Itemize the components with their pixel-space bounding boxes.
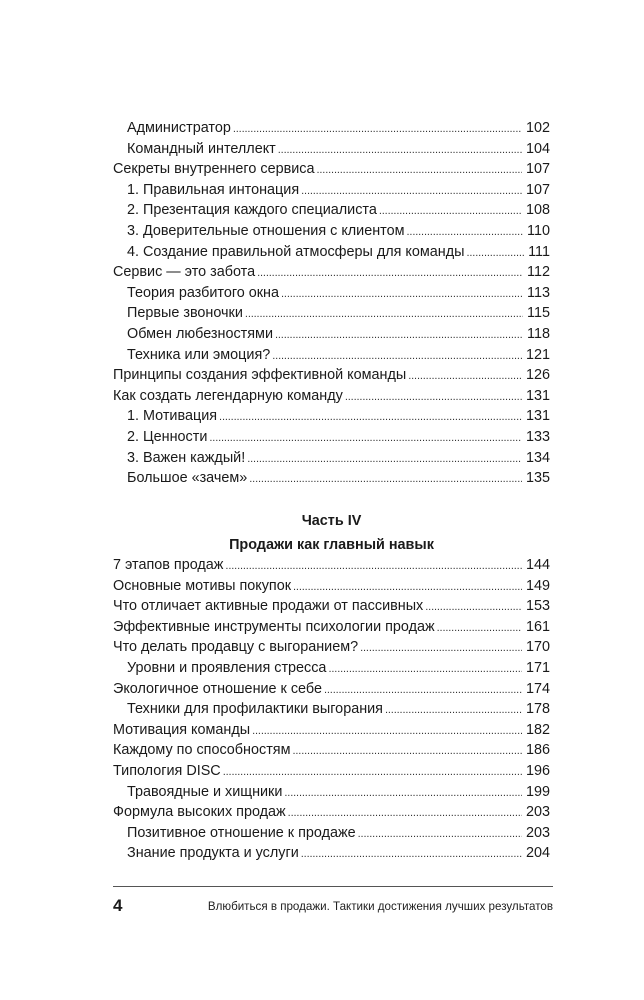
toc-entry-title: 2. Ценности — [127, 429, 208, 445]
toc-entry-page: 203 — [525, 824, 550, 841]
toc-entry-page: 133 — [525, 429, 550, 445]
toc-entry-page: 174 — [525, 680, 550, 697]
toc-entry — [113, 180, 550, 200]
toc-entry-title: Уровни и проявления стресса — [127, 660, 327, 676]
toc-entry — [113, 658, 550, 678]
toc-entry — [113, 283, 550, 303]
toc-entry-page: 121 — [525, 346, 550, 363]
toc-entry-page: 199 — [525, 783, 550, 800]
toc-leader-dots — [278, 140, 522, 160]
toc-entry — [113, 448, 550, 468]
toc-entry — [113, 637, 550, 657]
toc-entry-page: 134 — [525, 449, 550, 466]
toc-entry-page: 102 — [525, 120, 550, 136]
toc-leader-dots — [358, 824, 522, 844]
toc-entry-page: 113 — [527, 284, 550, 301]
footer-rule — [113, 886, 553, 887]
toc-leader-dots — [385, 700, 522, 720]
toc-entry-title: 1. Правильная интонация — [127, 181, 300, 198]
toc-entry-title: 3. Важен каждый! — [127, 449, 246, 466]
toc-leader-dots — [223, 762, 522, 782]
toc-entry-title: 4. Создание правильной атмосферы для команды — [127, 243, 465, 260]
toc-entry-page: 112 — [527, 264, 550, 281]
toc-entry — [113, 596, 550, 616]
toc-entry-title: Сервис — это забота — [113, 264, 256, 281]
toc-entry-title: Мотивация команды — [113, 721, 251, 738]
toc-entry — [113, 720, 550, 740]
part-title: Продажи как главный навык — [229, 537, 434, 553]
toc-leader-dots — [301, 181, 522, 201]
toc-leader-dots — [379, 201, 522, 221]
toc-leader-dots — [281, 284, 523, 304]
toc-entry-page: 144 — [525, 557, 550, 573]
part-label: Часть IV — [301, 513, 362, 529]
toc-leader-dots — [360, 638, 522, 658]
toc-entry-title: Теория разбитого окна — [127, 284, 280, 301]
toc-entry-title: Техника или эмоция? — [127, 346, 271, 363]
toc-leader-dots — [219, 407, 522, 427]
toc-leader-dots — [257, 263, 523, 283]
toc-entry — [113, 679, 550, 699]
toc-entry — [113, 802, 550, 822]
toc-entry — [113, 740, 550, 760]
toc-leader-dots — [288, 803, 522, 823]
toc-entry — [113, 386, 550, 406]
toc-leader-dots — [293, 577, 522, 597]
toc-entry-page: 104 — [525, 140, 550, 157]
toc-leader-dots — [324, 680, 522, 700]
toc-entry — [113, 617, 550, 637]
toc-entry-page: 186 — [525, 742, 550, 759]
toc-entry — [113, 303, 550, 323]
toc-entry — [113, 761, 550, 781]
toc-entry — [113, 262, 550, 282]
toc-entry-page: 118 — [527, 326, 550, 342]
toc-entry-title: 3. Доверительные отношения с клиентом — [127, 223, 405, 239]
toc-entry-page: 204 — [525, 845, 550, 862]
toc-entry — [113, 365, 550, 385]
toc-entry-page: 115 — [527, 305, 550, 322]
toc-entry-page: 182 — [525, 721, 550, 738]
toc-leader-dots — [466, 243, 524, 263]
toc-leader-dots — [209, 428, 522, 448]
toc-entry-title: Знание продукта и услуги — [127, 845, 299, 862]
toc-leader-dots — [284, 783, 522, 803]
toc-entry-title: Что отличает активные продажи от пассивных — [113, 598, 424, 615]
toc-entry-title: Первые звоночки — [127, 305, 243, 322]
toc-leader-dots — [272, 346, 522, 366]
toc-entry-title: Травоядные и хищники — [127, 783, 283, 800]
toc-entry-page: 135 — [525, 470, 550, 487]
toc-leader-dots — [252, 721, 522, 741]
toc-leader-dots — [249, 469, 522, 489]
toc-leader-dots — [247, 449, 522, 469]
toc-entry-page: 107 — [525, 181, 550, 198]
toc-entry-title: Принципы создания эффективной команды — [113, 367, 407, 384]
toc-leader-dots — [328, 659, 522, 679]
toc-entry-title: Как создать легендарную команду — [113, 387, 343, 404]
toc-entry-title: Что делать продавцу с выгоранием? — [113, 639, 359, 656]
toc-entry-page: 126 — [525, 367, 550, 384]
toc-entry-page: 107 — [525, 161, 550, 178]
page-number: 4 — [113, 896, 123, 915]
toc-entry-title: Типология DISC — [113, 763, 221, 779]
toc-entry-title: Формула высоких продаж — [113, 804, 286, 821]
toc-entry — [113, 159, 550, 179]
toc-entry-page: 196 — [525, 763, 550, 779]
toc-entry-page: 153 — [525, 598, 550, 615]
toc-entry-title: 1. Мотивация — [127, 408, 218, 425]
toc-entry-title: Позитивное отношение к продаже — [127, 824, 356, 841]
toc-entry-title: Секреты внутреннего сервиса — [113, 161, 315, 178]
toc-entry — [113, 118, 550, 138]
toc-leader-dots — [292, 741, 522, 761]
toc-entry-page: 131 — [525, 408, 550, 425]
toc-leader-dots — [275, 325, 523, 345]
toc-leader-dots — [345, 387, 522, 407]
toc-leader-dots — [425, 597, 522, 617]
toc-entry-title: Каждому по способностям — [113, 742, 291, 759]
toc-entry — [113, 782, 550, 802]
toc-entry — [113, 843, 550, 863]
toc-entry — [113, 555, 550, 575]
toc-entry-title: Большое «зачем» — [127, 470, 248, 487]
toc-leader-dots — [316, 160, 522, 180]
toc-entry-page: 170 — [525, 639, 550, 656]
toc-entry — [113, 468, 550, 488]
toc-leader-dots — [301, 844, 522, 864]
toc-leader-dots — [245, 304, 523, 324]
toc-entry-title: Эффективные инструменты психологии продаж — [113, 618, 435, 635]
toc-entry-title: Администратор — [127, 120, 231, 136]
toc-entry-title: Экологичное отношение к себе — [113, 680, 322, 697]
toc-entry — [113, 406, 550, 426]
toc-entry — [113, 324, 550, 344]
toc-entry — [113, 823, 550, 843]
toc-leader-dots — [437, 618, 522, 638]
toc-entry — [113, 242, 550, 262]
toc-entry — [113, 139, 550, 159]
toc-entry-title: 7 этапов продаж — [113, 557, 224, 573]
toc-entry-title: Командный интеллект — [127, 140, 276, 157]
toc-leader-dots — [225, 556, 522, 576]
toc-leader-dots — [233, 119, 522, 139]
toc-entry-page: 149 — [525, 577, 550, 594]
toc-leader-dots — [407, 222, 524, 242]
toc-entry-page: 171 — [525, 660, 550, 676]
toc-entry-title: 2. Презентация каждого специалиста — [127, 202, 377, 219]
toc-entry-title: Основные мотивы покупок — [113, 577, 292, 594]
toc-entry-title: Обмен любезностями — [127, 326, 273, 342]
toc-entry — [113, 699, 550, 719]
toc-entry — [113, 345, 550, 365]
toc-entry-page: 161 — [525, 618, 550, 635]
toc-entry — [113, 576, 550, 596]
toc-entry — [113, 427, 550, 447]
toc-entry-title: Техники для профилактики выгорания — [127, 701, 383, 718]
toc-entry-page: 203 — [525, 804, 550, 821]
running-title: Влюбиться в продажи. Тактики достижения лучших результатов — [207, 900, 553, 913]
toc-leader-dots — [408, 366, 522, 386]
toc-entry — [113, 200, 550, 220]
toc-entry-page: 178 — [525, 701, 550, 718]
toc-entry — [113, 221, 550, 241]
toc-entry-page: 108 — [525, 202, 550, 219]
toc-entry-page: 110 — [527, 223, 550, 239]
toc-entry-page: 131 — [525, 387, 550, 404]
toc-entry-page: 111 — [528, 243, 550, 260]
